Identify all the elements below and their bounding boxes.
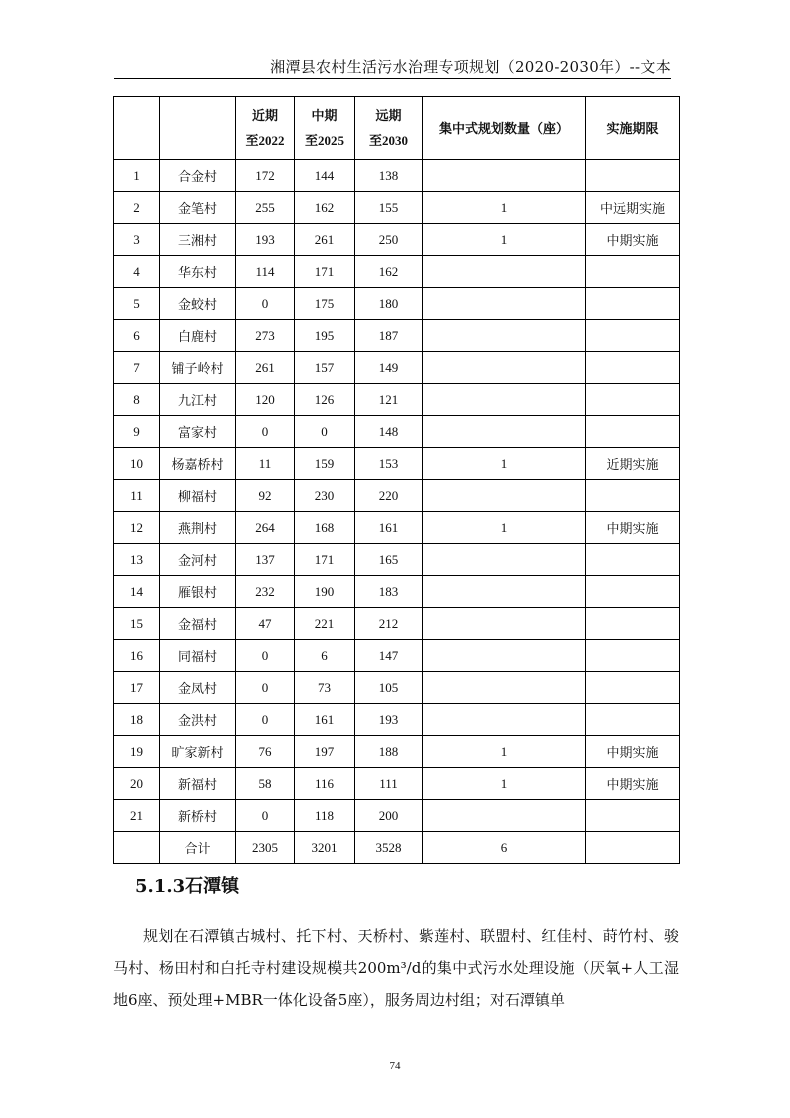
row-number-cell: 3 xyxy=(114,224,160,256)
implementation-period-cell: 中期实施 xyxy=(586,512,680,544)
near-term-cell: 120 xyxy=(236,384,295,416)
near-term-cell: 0 xyxy=(236,800,295,832)
facility-count-cell: 6 xyxy=(423,832,586,864)
table-header-cell xyxy=(160,97,236,160)
long-term-cell: 153 xyxy=(355,448,423,480)
section-paragraph-block xyxy=(113,920,679,1016)
table-row xyxy=(114,224,680,256)
mid-term-cell: 195 xyxy=(295,320,355,352)
table-header-row xyxy=(114,97,680,160)
row-number-cell: 7 xyxy=(114,352,160,384)
village-name-cell: 旷家新村 xyxy=(160,736,236,768)
village-name-cell: 九江村 xyxy=(160,384,236,416)
row-number-cell: 20 xyxy=(114,768,160,800)
long-term-cell: 138 xyxy=(355,160,423,192)
near-term-cell: 264 xyxy=(236,512,295,544)
near-term-cell: 0 xyxy=(236,704,295,736)
mid-term-cell: 161 xyxy=(295,704,355,736)
row-number-cell: 6 xyxy=(114,320,160,352)
row-number-cell: 14 xyxy=(114,576,160,608)
page-number: 74 xyxy=(389,1060,401,1072)
table-row xyxy=(114,352,680,384)
table-header-cell xyxy=(423,97,586,160)
implementation-period-cell xyxy=(586,800,680,832)
row-number-cell xyxy=(114,832,160,864)
mid-term-cell: 230 xyxy=(295,480,355,512)
long-term-cell: 155 xyxy=(355,192,423,224)
village-name-cell: 合金村 xyxy=(160,160,236,192)
table-header-cell xyxy=(355,97,423,160)
mid-term-cell: 197 xyxy=(295,736,355,768)
village-name-cell: 白鹿村 xyxy=(160,320,236,352)
row-number-cell: 16 xyxy=(114,640,160,672)
mid-term-cell: 261 xyxy=(295,224,355,256)
long-term-cell: 200 xyxy=(355,800,423,832)
near-term-cell: 0 xyxy=(236,288,295,320)
village-name-cell: 同福村 xyxy=(160,640,236,672)
mid-term-cell: 168 xyxy=(295,512,355,544)
mid-term-cell: 144 xyxy=(295,160,355,192)
table-body xyxy=(114,160,680,864)
row-number-cell: 21 xyxy=(114,800,160,832)
header-line-2: 至2030 xyxy=(368,133,408,148)
mid-term-cell: 175 xyxy=(295,288,355,320)
village-name-cell: 金河村 xyxy=(160,544,236,576)
village-name-cell: 燕荆村 xyxy=(160,512,236,544)
village-name-cell: 雁银村 xyxy=(160,576,236,608)
table-row xyxy=(114,320,680,352)
long-term-cell: 121 xyxy=(355,384,423,416)
long-term-cell: 3528 xyxy=(355,832,423,864)
table-row xyxy=(114,384,680,416)
implementation-period-cell: 近期实施 xyxy=(586,448,680,480)
row-number-cell: 19 xyxy=(114,736,160,768)
implementation-period-cell: 中期实施 xyxy=(586,768,680,800)
table-row xyxy=(114,704,680,736)
mid-term-cell: 118 xyxy=(295,800,355,832)
table-row xyxy=(114,768,680,800)
table-row xyxy=(114,448,680,480)
row-number-cell: 5 xyxy=(114,288,160,320)
table-row xyxy=(114,576,680,608)
village-name-cell: 杨嘉桥村 xyxy=(160,448,236,480)
table-row xyxy=(114,832,680,864)
header-line-1: 近期 xyxy=(251,108,278,123)
implementation-period-cell: 中远期实施 xyxy=(586,192,680,224)
near-term-cell: 0 xyxy=(236,416,295,448)
facility-count-cell xyxy=(423,576,586,608)
header-line-1: 实施期限 xyxy=(606,120,659,136)
long-term-cell: 188 xyxy=(355,736,423,768)
mid-term-cell: 162 xyxy=(295,192,355,224)
facility-count-cell: 1 xyxy=(423,448,586,480)
mid-term-cell: 126 xyxy=(295,384,355,416)
near-term-cell: 2305 xyxy=(236,832,295,864)
header-line-2: 至2025 xyxy=(304,133,344,148)
village-name-cell: 金笔村 xyxy=(160,192,236,224)
village-name-cell: 三湘村 xyxy=(160,224,236,256)
section-paragraph: 规划在石潭镇古城村、托下村、天桥村、紫莲村、联盟村、红佳村、莳竹村、骏马村、杨田村和白托寺村建设规模共200m³/d的集中式污水处理设施（厌氧+人工湿地6座、预处理+MBR一体化设备5座），服务周边村组；对石潭镇单 xyxy=(113,927,679,1009)
row-number-cell: 17 xyxy=(114,672,160,704)
table-header-cell xyxy=(114,97,160,160)
row-number-cell: 12 xyxy=(114,512,160,544)
village-name-cell: 金蛟村 xyxy=(160,288,236,320)
table-header-cell xyxy=(236,97,295,160)
near-term-cell: 11 xyxy=(236,448,295,480)
near-term-cell: 232 xyxy=(236,576,295,608)
facility-count-cell: 1 xyxy=(423,192,586,224)
facility-count-cell xyxy=(423,544,586,576)
village-name-cell: 新福村 xyxy=(160,768,236,800)
row-number-cell: 4 xyxy=(114,256,160,288)
table-header-cell xyxy=(295,97,355,160)
table-row xyxy=(114,672,680,704)
implementation-period-cell xyxy=(586,288,680,320)
facility-count-cell xyxy=(423,352,586,384)
facility-count-cell xyxy=(423,416,586,448)
row-number-cell: 11 xyxy=(114,480,160,512)
village-name-cell: 金福村 xyxy=(160,608,236,640)
long-term-cell: 250 xyxy=(355,224,423,256)
village-name-cell: 合计 xyxy=(160,832,236,864)
row-number-cell: 10 xyxy=(114,448,160,480)
implementation-period-cell xyxy=(586,544,680,576)
implementation-period-cell xyxy=(586,576,680,608)
row-number-cell: 8 xyxy=(114,384,160,416)
implementation-period-cell xyxy=(586,832,680,864)
facility-count-cell xyxy=(423,672,586,704)
long-term-cell: 165 xyxy=(355,544,423,576)
header-line-1: 远期 xyxy=(375,108,402,123)
long-term-cell: 180 xyxy=(355,288,423,320)
facility-count-cell xyxy=(423,160,586,192)
facility-count-cell xyxy=(423,480,586,512)
section-heading: 5.1.3石潭镇 xyxy=(135,876,240,897)
implementation-period-cell xyxy=(586,672,680,704)
facility-count-cell xyxy=(423,384,586,416)
near-term-cell: 273 xyxy=(236,320,295,352)
village-name-cell: 富家村 xyxy=(160,416,236,448)
table-row xyxy=(114,160,680,192)
mid-term-cell: 157 xyxy=(295,352,355,384)
near-term-cell: 137 xyxy=(236,544,295,576)
near-term-cell: 76 xyxy=(236,736,295,768)
table-row xyxy=(114,256,680,288)
near-term-cell: 58 xyxy=(236,768,295,800)
facility-count-cell: 1 xyxy=(423,224,586,256)
table-row xyxy=(114,640,680,672)
long-term-cell: 105 xyxy=(355,672,423,704)
near-term-cell: 92 xyxy=(236,480,295,512)
table-row xyxy=(114,544,680,576)
long-term-cell: 193 xyxy=(355,704,423,736)
header-line-1: 集中式规划数量（座） xyxy=(438,120,569,136)
implementation-period-cell xyxy=(586,320,680,352)
village-name-cell: 金洪村 xyxy=(160,704,236,736)
implementation-period-cell xyxy=(586,608,680,640)
table-header-cell xyxy=(586,97,680,160)
header-line-1: 中期 xyxy=(311,108,338,123)
table-row xyxy=(114,416,680,448)
page-header-title: 湘潭县农村生活污水治理专项规划（2020-2030年）--文本 xyxy=(270,58,671,76)
row-number-cell: 15 xyxy=(114,608,160,640)
row-number-cell: 13 xyxy=(114,544,160,576)
mid-term-cell: 190 xyxy=(295,576,355,608)
long-term-cell: 162 xyxy=(355,256,423,288)
table-row xyxy=(114,288,680,320)
near-term-cell: 193 xyxy=(236,224,295,256)
header-line-2: 至2022 xyxy=(245,133,285,148)
long-term-cell: 212 xyxy=(355,608,423,640)
table-row xyxy=(114,736,680,768)
table-row xyxy=(114,192,680,224)
near-term-cell: 172 xyxy=(236,160,295,192)
near-term-cell: 47 xyxy=(236,608,295,640)
row-number-cell: 1 xyxy=(114,160,160,192)
facility-count-cell xyxy=(423,608,586,640)
near-term-cell: 114 xyxy=(236,256,295,288)
long-term-cell: 111 xyxy=(355,768,423,800)
mid-term-cell: 221 xyxy=(295,608,355,640)
long-term-cell: 147 xyxy=(355,640,423,672)
row-number-cell: 18 xyxy=(114,704,160,736)
long-term-cell: 161 xyxy=(355,512,423,544)
facility-count-cell xyxy=(423,800,586,832)
long-term-cell: 149 xyxy=(355,352,423,384)
facility-count-cell xyxy=(423,640,586,672)
implementation-period-cell xyxy=(586,160,680,192)
facility-count-cell: 1 xyxy=(423,768,586,800)
table-row xyxy=(114,608,680,640)
implementation-period-cell xyxy=(586,480,680,512)
village-name-cell: 铺子岭村 xyxy=(160,352,236,384)
implementation-period-cell xyxy=(586,416,680,448)
village-name-cell: 金凤村 xyxy=(160,672,236,704)
mid-term-cell: 3201 xyxy=(295,832,355,864)
implementation-period-cell: 中期实施 xyxy=(586,736,680,768)
table-row xyxy=(114,512,680,544)
table-row xyxy=(114,800,680,832)
facility-count-cell xyxy=(423,320,586,352)
mid-term-cell: 73 xyxy=(295,672,355,704)
village-name-cell: 新桥村 xyxy=(160,800,236,832)
near-term-cell: 255 xyxy=(236,192,295,224)
row-number-cell: 2 xyxy=(114,192,160,224)
mid-term-cell: 171 xyxy=(295,256,355,288)
village-sewage-table xyxy=(113,96,680,864)
near-term-cell: 261 xyxy=(236,352,295,384)
mid-term-cell: 0 xyxy=(295,416,355,448)
implementation-period-cell xyxy=(586,256,680,288)
implementation-period-cell xyxy=(586,704,680,736)
mid-term-cell: 159 xyxy=(295,448,355,480)
long-term-cell: 148 xyxy=(355,416,423,448)
long-term-cell: 183 xyxy=(355,576,423,608)
long-term-cell: 187 xyxy=(355,320,423,352)
row-number-cell: 9 xyxy=(114,416,160,448)
implementation-period-cell xyxy=(586,640,680,672)
implementation-period-cell xyxy=(586,384,680,416)
mid-term-cell: 116 xyxy=(295,768,355,800)
facility-count-cell xyxy=(423,288,586,320)
implementation-period-cell: 中期实施 xyxy=(586,224,680,256)
facility-count-cell xyxy=(423,704,586,736)
village-name-cell: 柳福村 xyxy=(160,480,236,512)
table-row xyxy=(114,480,680,512)
near-term-cell: 0 xyxy=(236,640,295,672)
facility-count-cell: 1 xyxy=(423,736,586,768)
long-term-cell: 220 xyxy=(355,480,423,512)
implementation-period-cell xyxy=(586,352,680,384)
facility-count-cell: 1 xyxy=(423,512,586,544)
facility-count-cell xyxy=(423,256,586,288)
village-name-cell: 华东村 xyxy=(160,256,236,288)
header-rule xyxy=(114,78,671,79)
mid-term-cell: 6 xyxy=(295,640,355,672)
near-term-cell: 0 xyxy=(236,672,295,704)
mid-term-cell: 171 xyxy=(295,544,355,576)
